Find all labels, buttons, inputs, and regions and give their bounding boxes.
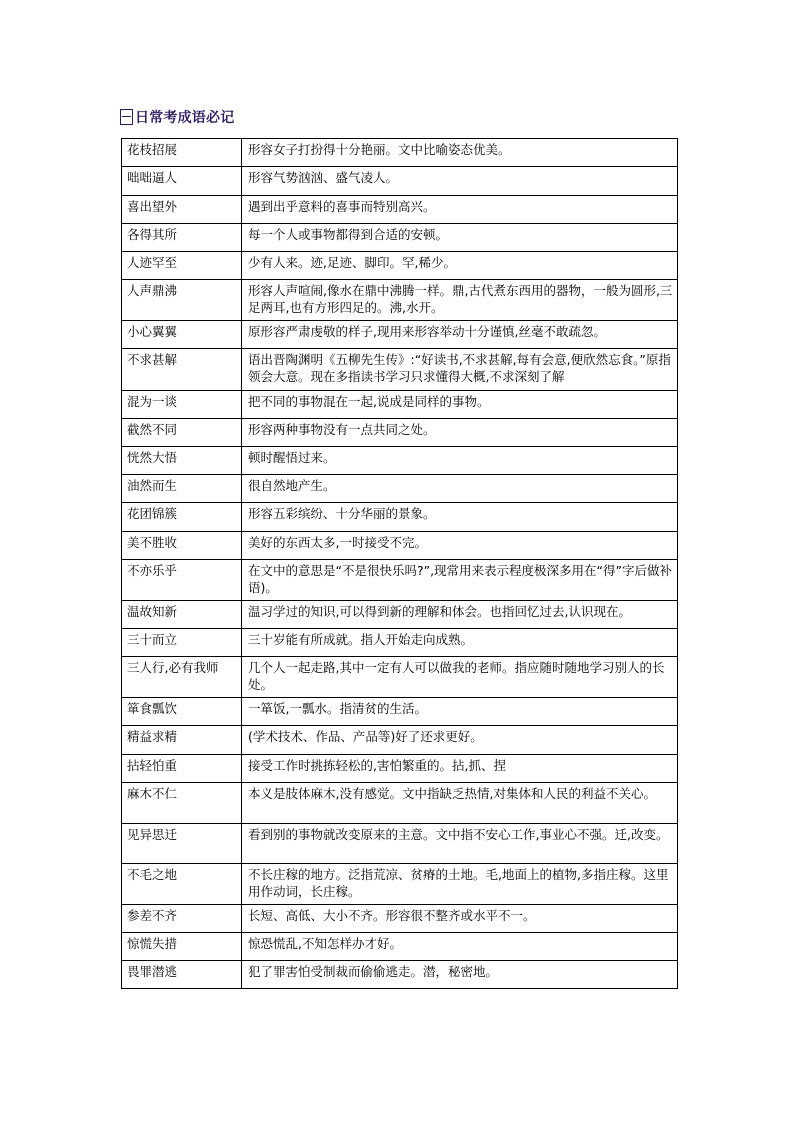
idiom-definition: 美好的东西太多,一时接受不完。 — [242, 532, 678, 560]
idiom-row — [122, 824, 678, 864]
idiom-row — [122, 419, 678, 447]
idiom-definition: 少有人来。迹,足迹、脚印。罕,稀少。 — [242, 252, 678, 280]
heading-marker-icon — [120, 109, 133, 125]
idiom-term: 畏罪潜逃 — [122, 961, 242, 989]
idiom-row — [122, 252, 678, 280]
idiom-definition: 形容五彩缤纷、十分华丽的景象。 — [242, 503, 678, 532]
idiom-term: 咄咄逼人 — [122, 167, 242, 196]
idiom-row — [122, 447, 678, 475]
idiom-definition: 一箪饭,一瓢水。指清贫的生活。 — [242, 698, 678, 726]
idiom-term: 麻木不仁 — [122, 783, 242, 824]
idiom-term: 花枝招展 — [122, 139, 242, 167]
idiom-row — [122, 503, 678, 532]
idiom-row — [122, 961, 678, 989]
idiom-row — [122, 139, 678, 167]
idiom-term: 不亦乐乎 — [122, 560, 242, 601]
idiom-definition: 语出晋陶渊明《五柳先生传》:“好读书,不求甚解,每有会意,便欣然忘食。”原指领会大意。现在多指读书学习只求懂得大概,不求深刻了解 — [242, 349, 678, 391]
idiom-definition: 接受工作时挑拣轻松的,害怕繁重的。拈,抓、捏 — [242, 755, 678, 783]
idiom-definition: 长短、高低、大小不齐。形容很不整齐或水平不一。 — [242, 905, 678, 933]
idiom-row — [122, 933, 678, 961]
idiom-row — [122, 560, 678, 601]
idiom-term: 不求甚解 — [122, 349, 242, 391]
idiom-definition: 形容女子打扮得十分艳丽。文中比喻姿态优美。 — [242, 139, 678, 167]
idiom-term: 三十而立 — [122, 629, 242, 657]
idiom-row — [122, 629, 678, 657]
idiom-row — [122, 657, 678, 698]
idiom-term: 不毛之地 — [122, 864, 242, 905]
section-heading — [120, 107, 234, 127]
idiom-row — [122, 783, 678, 824]
idiom-term: 人声鼎沸 — [122, 280, 242, 321]
idiom-definition: 很自然地产生。 — [242, 475, 678, 503]
idiom-definition: 不长庄稼的地方。泛指荒凉、贫瘠的土地。毛,地面上的植物,多指庄稼。这里用作动词，长庄稼。 — [242, 864, 678, 905]
idiom-row — [122, 224, 678, 252]
idiom-definition: 犯了罪害怕受制裁而偷偷逃走。潜，秘密地。 — [242, 961, 678, 989]
idiom-definition: 遇到出乎意料的喜事而特别高兴。 — [242, 196, 678, 224]
idiom-term: 见异思迁 — [122, 824, 242, 864]
idiom-term: 人迹罕至 — [122, 252, 242, 280]
idiom-term: 油然而生 — [122, 475, 242, 503]
idiom-table-body — [122, 139, 678, 989]
idiom-term: 恍然大悟 — [122, 447, 242, 475]
idiom-definition: 每一个人或事物都得到合适的安顿。 — [242, 224, 678, 252]
idiom-definition: 本义是肢体麻木,没有感觉。文中指缺乏热情,对集体和人民的利益不关心。 — [242, 783, 678, 824]
idiom-term: 混为一谈 — [122, 391, 242, 419]
idiom-row — [122, 391, 678, 419]
idiom-term: 花团锦簇 — [122, 503, 242, 532]
idiom-term: 参差不齐 — [122, 905, 242, 933]
idiom-row — [122, 905, 678, 933]
idiom-row — [122, 280, 678, 321]
idiom-definition: (学术技术、作品、产品等)好了还求更好。 — [242, 726, 678, 755]
idiom-definition: 惊恐慌乱,不知怎样办才好。 — [242, 933, 678, 961]
idiom-definition: 把不同的事物混在一起,说成是同样的事物。 — [242, 391, 678, 419]
idiom-term: 截然不同 — [122, 419, 242, 447]
idiom-table — [121, 138, 678, 989]
section-title: 日常考成语必记 — [135, 110, 235, 126]
idiom-term: 精益求精 — [122, 726, 242, 755]
idiom-definition: 形容气势汹汹、盛气凌人。 — [242, 167, 678, 196]
idiom-definition: 看到别的事物就改变原来的主意。文中指不安心工作,事业心不强。迁,改变。 — [242, 824, 678, 864]
idiom-definition: 原形容严肃虔敬的样子,现用来形容举动十分谨慎,丝毫不敢疏忽。 — [242, 321, 678, 349]
idiom-term: 小心翼翼 — [122, 321, 242, 349]
idiom-term: 箪食瓢饮 — [122, 698, 242, 726]
idiom-definition: 三十岁能有所成就。指人开始走向成熟。 — [242, 629, 678, 657]
idiom-definition: 几个人一起走路,其中一定有人可以做我的老师。指应随时随地学习别人的长处。 — [242, 657, 678, 698]
idiom-row — [122, 321, 678, 349]
idiom-term: 拈轻怕重 — [122, 755, 242, 783]
idiom-row — [122, 475, 678, 503]
idiom-row — [122, 755, 678, 783]
idiom-row — [122, 349, 678, 391]
idiom-definition: 在文中的意思是“不是很快乐吗?”,现常用来表示程度极深多用在“得”字后做补语)。 — [242, 560, 678, 601]
idiom-term: 温故知新 — [122, 601, 242, 629]
idiom-row — [122, 167, 678, 196]
idiom-term: 三人行,必有我师 — [122, 657, 242, 698]
idiom-term: 美不胜收 — [122, 532, 242, 560]
idiom-row — [122, 726, 678, 755]
idiom-definition: 形容人声喧闹,像水在鼎中沸腾一样。鼎,古代煮东西用的器物，一般为圆形,三足两耳,也有方形四足的。沸,水开。 — [242, 280, 678, 321]
idiom-term: 各得其所 — [122, 224, 242, 252]
idiom-definition: 温习学过的知识,可以得到新的理解和体会。也指回忆过去,认识现在。 — [242, 601, 678, 629]
idiom-definition: 顿时醒悟过来。 — [242, 447, 678, 475]
idiom-definition: 形容两种事物没有一点共同之处。 — [242, 419, 678, 447]
idiom-row — [122, 698, 678, 726]
idiom-row — [122, 196, 678, 224]
idiom-term: 喜出望外 — [122, 196, 242, 224]
idiom-term: 惊慌失措 — [122, 933, 242, 961]
idiom-row — [122, 532, 678, 560]
idiom-row — [122, 864, 678, 905]
idiom-row — [122, 601, 678, 629]
